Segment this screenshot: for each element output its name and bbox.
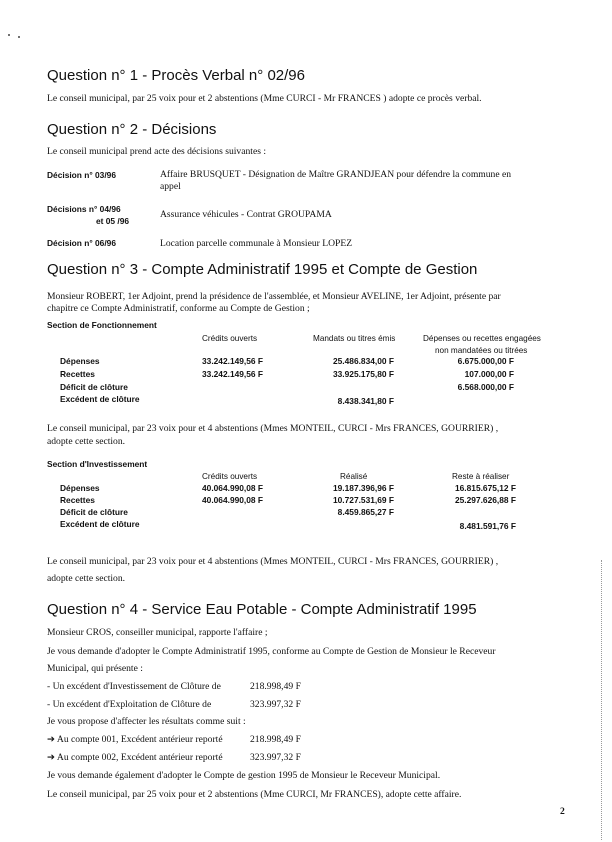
- column-header: non mandatées ou titrées: [435, 346, 528, 355]
- q4-allocation-label: ➔ Au compte 002, Excédent antérieur reporté: [47, 752, 223, 763]
- row-label: Excédent de clôture: [60, 519, 140, 529]
- row-label: Recettes: [60, 369, 95, 379]
- column-header: Crédits ouverts: [202, 472, 258, 481]
- cell-value: 8.459.865,27 F: [337, 507, 394, 517]
- q1-heading: Question n° 1 - Procès Verbal n° 02/96: [47, 67, 305, 84]
- scan-speck: [18, 36, 20, 38]
- section-title: Section de Fonctionnement: [47, 320, 157, 330]
- q4-line: Municipal, qui présente :: [47, 663, 143, 674]
- cell-value: 16.815.675,12 F: [454, 483, 516, 493]
- q4-heading: Question n° 4 - Service Eau Potable - Compte Administratif 1995: [47, 601, 477, 618]
- q4-result-value: 218.998,49 F: [250, 681, 301, 692]
- cell-value: 33.242.149,56 F: [202, 369, 264, 379]
- vote-text: Le conseil municipal, par 23 voix pour et 4 abstentions (Mmes MONTEIL, CURCI - Mrs FRANCES, GOURRIER) ,: [47, 556, 499, 567]
- cell-value: 25.297.626,88 F: [454, 495, 516, 505]
- decision-label: Décision n° 06/96: [47, 238, 116, 248]
- q4-allocation-value: 218.998,49 F: [250, 734, 301, 745]
- row-label: Recettes: [60, 495, 95, 505]
- q4-result-label: - Un excédent d'Investissement de Clôture de: [47, 681, 221, 692]
- cell-value: 107.000,00 F: [464, 369, 514, 379]
- q4-result-value: 323.997,32 F: [250, 699, 301, 710]
- q3-intro: chapitre ce Compte Administratif, conforme au Compte de Gestion ;: [47, 303, 310, 314]
- cell-value: 8.481.591,76 F: [459, 521, 516, 531]
- q4-allocation-label: ➔ Au compte 001, Excédent antérieur reporté: [47, 734, 223, 745]
- column-header: Mandats ou titres émis: [313, 334, 396, 343]
- q2-heading: Question n° 2 - Décisions: [47, 121, 217, 138]
- vote-text: adopte cette section.: [47, 436, 126, 447]
- q4-line: Le conseil municipal, par 25 voix pour et 2 abstentions (Mme CURCI, Mr FRANCES), adopte cette affaire.: [47, 789, 462, 800]
- cell-value: 40.064.990,08 F: [202, 495, 264, 505]
- column-header: Reste à réaliser: [452, 472, 510, 481]
- page-number: 2: [560, 806, 565, 817]
- column-header: Réalisé: [340, 472, 368, 481]
- q3-heading: Question n° 3 - Compte Administratif 1995 et Compte de Gestion: [47, 261, 478, 278]
- q4-line: Je vous propose d'affecter les résultats comme suit :: [47, 716, 246, 727]
- vote-text: Le conseil municipal, par 23 voix pour et 4 abstentions (Mmes MONTEIL, CURCI - Mrs FRANCES, GOURRIER) ,: [47, 423, 499, 434]
- decision-text: appel: [160, 181, 181, 192]
- q4-result-label: - Un excédent d'Exploitation de Clôture de: [47, 699, 212, 710]
- section-title: Section d'Investissement: [47, 459, 148, 469]
- row-label: Dépenses: [60, 356, 100, 366]
- q2-intro: Le conseil municipal prend acte des décisions suivantes :: [47, 146, 266, 157]
- column-header: Crédits ouverts: [202, 334, 258, 343]
- cell-value: 10.727.531,69 F: [332, 495, 394, 505]
- row-label: Dépenses: [60, 483, 100, 493]
- decision-text: Assurance véhicules - Contrat GROUPAMA: [160, 209, 332, 220]
- q4-line: Monsieur CROS, conseiller municipal, rapporte l'affaire ;: [47, 627, 268, 638]
- q4-line: Je vous demande également d'adopter le Compte de gestion 1995 de Monsieur le Receveur Municipal.: [47, 770, 441, 781]
- q3-intro: Monsieur ROBERT, 1er Adjoint, prend la présidence de l'assemblée, et Monsieur AVELINE, 1er Adjoint, présente par: [47, 291, 501, 302]
- cell-value: 19.187.396,96 F: [332, 483, 394, 493]
- cell-value: 25.486.834,00 F: [332, 356, 394, 366]
- row-label: Déficit de clôture: [60, 382, 128, 392]
- scan-edge: [600, 560, 602, 840]
- row-label: Excédent de clôture: [60, 394, 140, 404]
- decision-label: et 05 /96: [96, 216, 130, 226]
- q4-allocation-value: 323.997,32 F: [250, 752, 301, 763]
- cell-value: 6.568.000,00 F: [457, 382, 514, 392]
- vote-text: adopte cette section.: [47, 573, 126, 584]
- cell-value: 40.064.990,08 F: [202, 483, 264, 493]
- q4-line: Je vous demande d'adopter le Compte Administratif 1995, conforme au Compte de Gestion de Monsieur le Receveur: [47, 646, 496, 657]
- decision-text: Affaire BRUSQUET - Désignation de Maître GRANDJEAN pour défendre la commune en: [160, 169, 512, 180]
- cell-value: 6.675.000,00 F: [457, 356, 514, 366]
- decision-label: Décisions n° 04/96: [47, 204, 121, 214]
- decision-text: Location parcelle communale à Monsieur LOPEZ: [160, 238, 353, 249]
- column-header: Dépenses ou recettes engagées: [423, 334, 541, 343]
- q1-text: Le conseil municipal, par 25 voix pour et 2 abstentions (Mme CURCI - Mr FRANCES ) adopte ce procès verbal.: [47, 93, 482, 104]
- decision-label: Décision n° 03/96: [47, 170, 116, 180]
- scan-speck: [8, 34, 10, 36]
- cell-value: 33.242.149,56 F: [202, 356, 264, 366]
- cell-value: 33.925.175,80 F: [332, 369, 394, 379]
- row-label: Déficit de clôture: [60, 507, 128, 517]
- cell-value: 8.438.341,80 F: [337, 396, 394, 406]
